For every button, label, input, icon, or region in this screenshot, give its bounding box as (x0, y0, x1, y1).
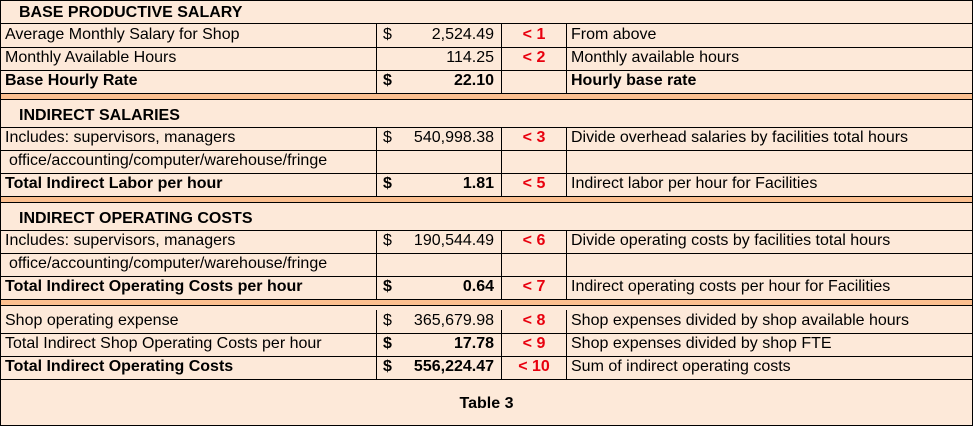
table-row (1, 333, 972, 356)
table-row (1, 150, 972, 173)
currency-symbol: $ (383, 129, 392, 146)
row-description: Divide operating costs by facilities total hours (571, 232, 891, 249)
row-value: 190,544.49 (413, 232, 494, 249)
row-value: 540,998.38 (413, 129, 494, 146)
row-value: 365,679.98 (413, 312, 494, 329)
currency-symbol: $ (383, 26, 392, 43)
row-label: Total Indirect Operating Costs per hour (1, 276, 377, 299)
currency-symbol: $ (383, 278, 392, 295)
row-value-cell (377, 24, 502, 47)
row-value-cell (377, 333, 502, 356)
table-row-total (1, 276, 972, 299)
section-separator (1, 299, 972, 306)
divider (1, 379, 972, 380)
row-label: office/accounting/computer/warehouse/fringe (1, 150, 377, 173)
table-caption: Table 3 (459, 395, 514, 412)
section-title: BASE PRODUCTIVE SALARY (19, 4, 243, 21)
row-reference (502, 150, 567, 173)
currency-symbol: $ (383, 175, 392, 192)
row-reference: < 7 (502, 276, 567, 299)
table-row (1, 253, 972, 276)
section-header-base (1, 1, 972, 23)
row-label: Monthly Available Hours (1, 47, 377, 70)
row-label: Includes: supervisors, managers (1, 127, 377, 150)
row-description: Shop expenses divided by shop FTE (571, 335, 832, 352)
row-reference (502, 70, 567, 93)
row-description: From above (571, 26, 657, 43)
currency-symbol: $ (383, 335, 392, 352)
row-reference: < 5 (502, 173, 567, 196)
table-row (1, 47, 972, 70)
row-label: Shop operating expense (1, 310, 377, 333)
section-header-indirect-salaries (1, 104, 972, 126)
row-description: Monthly available hours (571, 49, 740, 66)
currency-symbol: $ (383, 358, 392, 375)
row-label: Includes: supervisors, managers (1, 230, 377, 253)
table-row (1, 127, 972, 150)
row-value-cell (377, 310, 502, 333)
row-reference: < 6 (502, 230, 567, 253)
row-label: Total Indirect Operating Costs (1, 356, 377, 379)
row-reference: < 2 (502, 47, 567, 70)
currency-symbol: $ (383, 72, 392, 89)
row-reference (502, 253, 567, 276)
row-label: office/accounting/computer/warehouse/fringe (1, 253, 377, 276)
row-description: Indirect labor per hour for Facilities (571, 175, 818, 192)
section-title: INDIRECT OPERATING COSTS (19, 210, 253, 227)
row-value-cell (377, 173, 502, 196)
row-value-cell (377, 150, 502, 173)
table-row-total (1, 173, 972, 196)
row-label: Total Indirect Labor per hour (1, 173, 377, 196)
section-separator (1, 196, 972, 203)
table-row (1, 310, 972, 333)
row-reference: < 8 (502, 310, 567, 333)
row-description: Hourly base rate (571, 72, 697, 89)
row-value: 17.78 (453, 335, 494, 352)
row-label: Average Monthly Salary for Shop (1, 24, 377, 47)
row-reference: < 3 (502, 127, 567, 150)
row-reference: < 10 (502, 356, 567, 379)
row-value-cell (377, 356, 502, 379)
row-description: Sum of indirect operating costs (571, 358, 791, 375)
row-reference: < 1 (502, 24, 567, 47)
table-row (1, 230, 972, 253)
row-description (567, 150, 972, 173)
currency-symbol: $ (383, 312, 392, 329)
row-value: 22.10 (453, 72, 494, 89)
row-value: 0.64 (462, 278, 494, 295)
row-value: 556,224.47 (413, 358, 494, 375)
table-row-total (1, 70, 972, 93)
row-value-cell (377, 47, 502, 70)
row-description: Shop expenses divided by shop available hours (571, 312, 910, 329)
currency-symbol: $ (383, 232, 392, 249)
row-value-cell (377, 127, 502, 150)
section-title: INDIRECT SALARIES (19, 107, 180, 124)
row-description (567, 253, 972, 276)
row-value-cell (377, 70, 502, 93)
row-value: 114.25 (446, 49, 494, 66)
row-value: 1.81 (462, 175, 494, 192)
row-description: Divide overhead salaries by facilities total hours (571, 129, 909, 146)
row-value: 2,524.49 (431, 26, 494, 43)
table-row-total (1, 356, 972, 379)
row-value-cell (377, 276, 502, 299)
row-reference: < 9 (502, 333, 567, 356)
section-header-indirect-operating (1, 207, 972, 229)
row-description: Indirect operating costs per hour for Facilities (571, 278, 891, 295)
row-label: Total Indirect Shop Operating Costs per hour (1, 333, 377, 356)
row-value-cell (377, 230, 502, 253)
section-separator (1, 93, 972, 100)
row-label: Base Hourly Rate (1, 70, 377, 93)
table-row (1, 24, 972, 47)
row-value-cell (377, 253, 502, 276)
